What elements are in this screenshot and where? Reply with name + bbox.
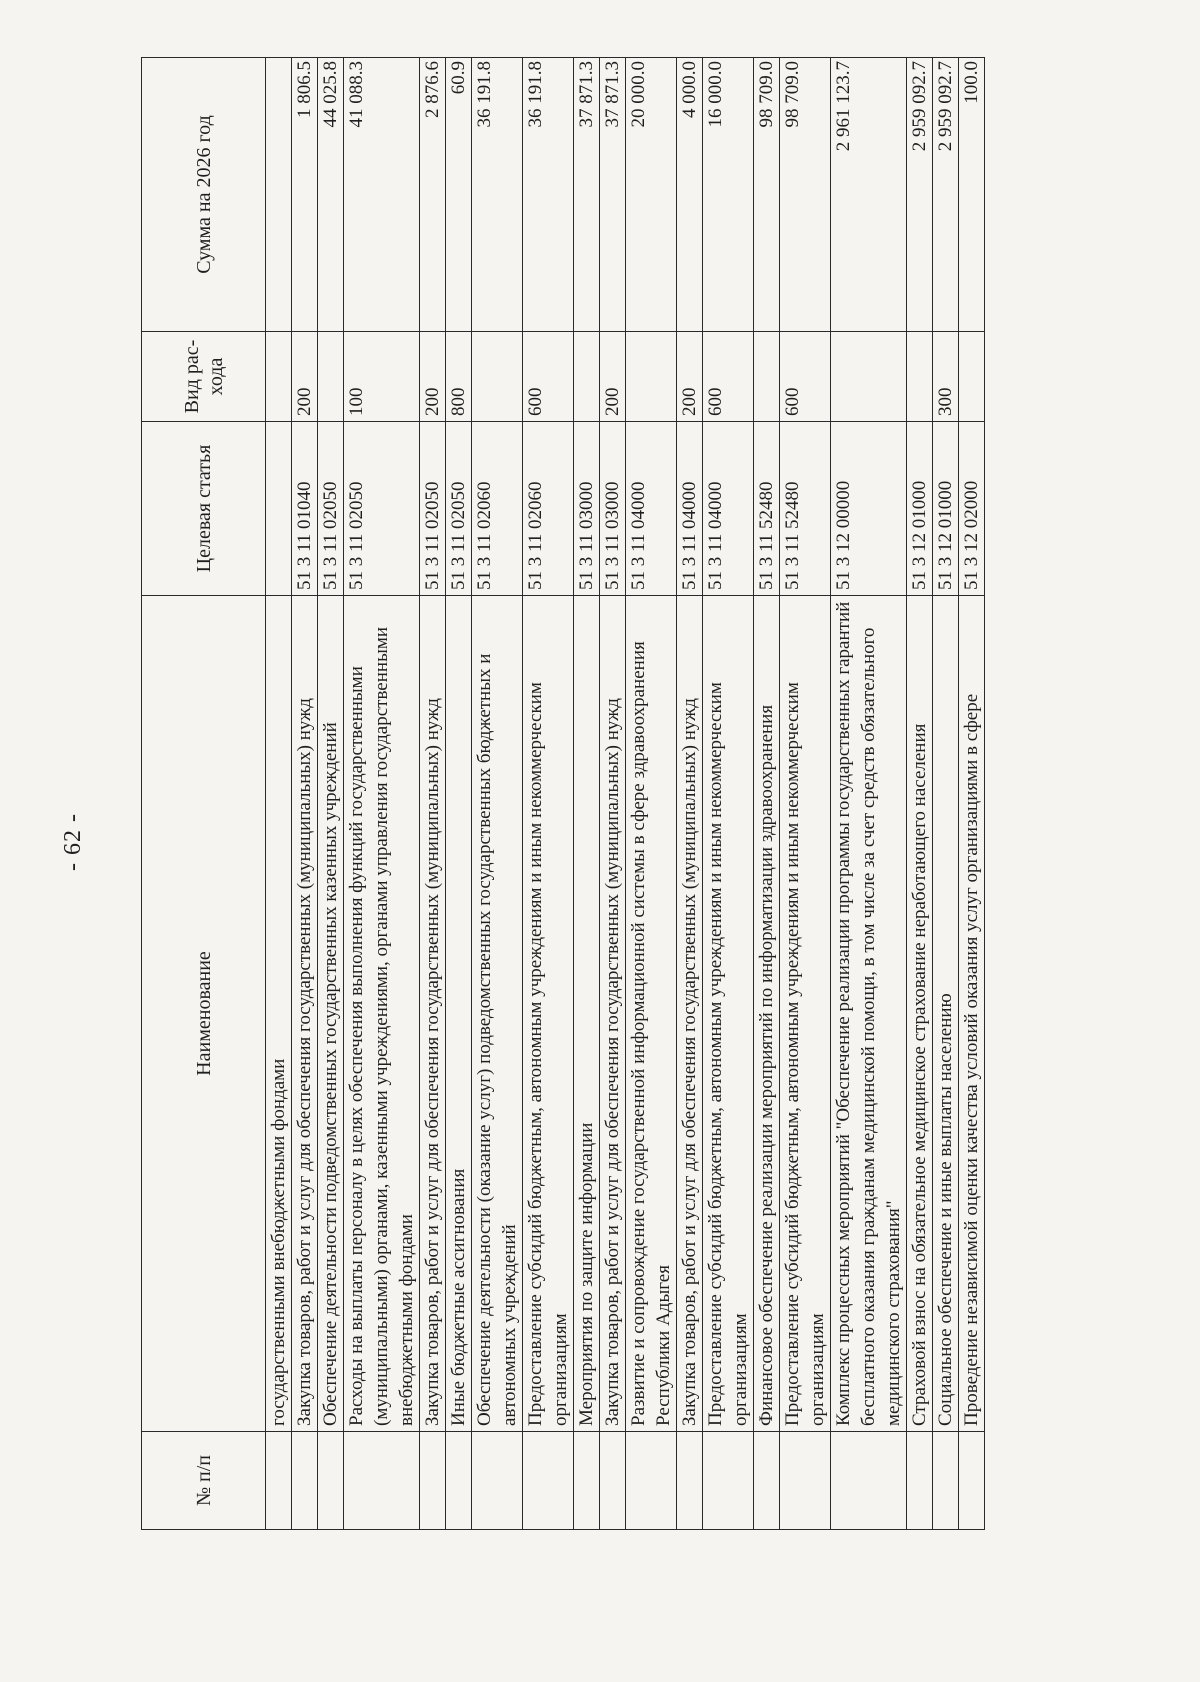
cell-type: 200 bbox=[292, 332, 318, 422]
header-amount: Сумма на 2026 год bbox=[142, 58, 266, 332]
cell-type bbox=[574, 332, 600, 422]
cell-name: Страховой взнос на обязательное медицинское страхование неработающего населения bbox=[907, 596, 933, 1432]
cell-name: Иные бюджетные ассигнования bbox=[446, 596, 472, 1432]
table-row bbox=[626, 58, 677, 1530]
cell-num bbox=[446, 1432, 472, 1530]
table-header-row bbox=[142, 58, 266, 1530]
page-number: - 62 - bbox=[60, 813, 86, 871]
table-row bbox=[933, 58, 959, 1530]
cell-code: 51 3 11 03000 bbox=[600, 422, 626, 596]
cell-type: 300 bbox=[933, 332, 959, 422]
cell-type bbox=[907, 332, 933, 422]
cell-num bbox=[600, 1432, 626, 1530]
cell-amount bbox=[266, 58, 292, 332]
cell-num bbox=[420, 1432, 446, 1530]
cell-code: 51 3 11 02050 bbox=[420, 422, 446, 596]
table-row bbox=[446, 58, 472, 1530]
table-row bbox=[266, 58, 292, 1530]
table-body bbox=[266, 58, 985, 1530]
cell-code: 51 3 11 02060 bbox=[472, 422, 523, 596]
table-row bbox=[574, 58, 600, 1530]
cell-amount: 37 871.3 bbox=[600, 58, 626, 332]
table-row bbox=[780, 58, 831, 1530]
header-num: № п/п bbox=[142, 1432, 266, 1530]
cell-type bbox=[266, 332, 292, 422]
table-row bbox=[420, 58, 446, 1530]
cell-code: 51 3 12 02000 bbox=[959, 422, 985, 596]
cell-type: 200 bbox=[600, 332, 626, 422]
cell-name: Проведение независимой оценки качества условий оказания услуг организациями в сфере bbox=[959, 596, 985, 1432]
cell-amount: 100.0 bbox=[959, 58, 985, 332]
table-row bbox=[831, 58, 907, 1530]
cell-amount: 16 000.0 bbox=[703, 58, 754, 332]
cell-type: 600 bbox=[780, 332, 831, 422]
cell-name: Предоставление субсидий бюджетным, автономным учреждениям и иным некоммерческим организациям bbox=[780, 596, 831, 1432]
cell-num bbox=[266, 1432, 292, 1530]
cell-name: Закупка товаров, работ и услуг для обеспечения государственных (муниципальных) нужд bbox=[292, 596, 318, 1432]
cell-amount: 4 000.0 bbox=[677, 58, 703, 332]
cell-amount: 36 191.8 bbox=[523, 58, 574, 332]
cell-code: 51 3 12 01000 bbox=[907, 422, 933, 596]
cell-code: 51 3 12 01000 bbox=[933, 422, 959, 596]
cell-name: Обеспечение деятельности (оказание услуг) подведомственных государственных бюджетных и автономных учреждений bbox=[472, 596, 523, 1432]
cell-type bbox=[959, 332, 985, 422]
cell-amount: 98 709.0 bbox=[754, 58, 780, 332]
cell-type: 800 bbox=[446, 332, 472, 422]
header-code: Целевая статья bbox=[142, 422, 266, 596]
cell-name: Развитие и сопровождение государственной информационной системы в сфере здравоохранения Республики Адыгея bbox=[626, 596, 677, 1432]
cell-amount: 2 876.6 bbox=[420, 58, 446, 332]
cell-type: 100 bbox=[344, 332, 420, 422]
cell-type bbox=[318, 332, 344, 422]
cell-num bbox=[472, 1432, 523, 1530]
cell-name: Комплекс процессных мероприятий "Обеспечение реализации программы государственных гарантий бесплатного оказания гражданам медицинской помощи, в том числе за счет средств обязательного медицинского страхования" bbox=[831, 596, 907, 1432]
table-row bbox=[523, 58, 574, 1530]
cell-num bbox=[907, 1432, 933, 1530]
table-row bbox=[703, 58, 754, 1530]
cell-amount: 2 959 092.7 bbox=[933, 58, 959, 332]
cell-code: 51 3 11 02050 bbox=[344, 422, 420, 596]
table-row bbox=[907, 58, 933, 1530]
cell-code: 51 3 11 03000 bbox=[574, 422, 600, 596]
cell-amount: 2 961 123.7 bbox=[831, 58, 907, 332]
cell-name: Закупка товаров, работ и услуг для обеспечения государственных (муниципальных) нужд bbox=[420, 596, 446, 1432]
cell-type: 200 bbox=[677, 332, 703, 422]
cell-num bbox=[574, 1432, 600, 1530]
cell-amount: 98 709.0 bbox=[780, 58, 831, 332]
cell-amount: 36 191.8 bbox=[472, 58, 523, 332]
cell-code: 51 3 11 52480 bbox=[780, 422, 831, 596]
cell-num bbox=[344, 1432, 420, 1530]
table-row bbox=[959, 58, 985, 1530]
cell-num bbox=[959, 1432, 985, 1530]
cell-code: 51 3 11 52480 bbox=[754, 422, 780, 596]
budget-table bbox=[141, 57, 985, 1530]
cell-name: Расходы на выплаты персоналу в целях обеспечения выполнения функций государственными (муниципальными) органами, казенными учреждениями, органами управления государственными внебюджетными фондами bbox=[344, 596, 420, 1432]
cell-amount: 44 025.8 bbox=[318, 58, 344, 332]
cell-name: Закупка товаров, работ и услуг для обеспечения государственных (муниципальных) нужд bbox=[677, 596, 703, 1432]
cell-code: 51 3 11 04000 bbox=[626, 422, 677, 596]
cell-type bbox=[472, 332, 523, 422]
cell-name: Обеспечение деятельности подведомственных государственных казенных учреждений bbox=[318, 596, 344, 1432]
cell-name: государственными внебюджетными фондами bbox=[266, 596, 292, 1432]
table-row bbox=[472, 58, 523, 1530]
table-row bbox=[677, 58, 703, 1530]
cell-num bbox=[933, 1432, 959, 1530]
cell-code: 51 3 11 04000 bbox=[703, 422, 754, 596]
cell-code: 51 3 11 01040 bbox=[292, 422, 318, 596]
cell-name: Социальное обеспечение и иные выплаты населению bbox=[933, 596, 959, 1432]
cell-num bbox=[626, 1432, 677, 1530]
cell-num bbox=[831, 1432, 907, 1530]
cell-type: 600 bbox=[703, 332, 754, 422]
cell-amount: 2 959 092.7 bbox=[907, 58, 933, 332]
cell-code: 51 3 11 02050 bbox=[446, 422, 472, 596]
cell-num bbox=[703, 1432, 754, 1530]
table-row bbox=[318, 58, 344, 1530]
cell-type bbox=[831, 332, 907, 422]
cell-amount: 20 000.0 bbox=[626, 58, 677, 332]
cell-amount: 41 088.3 bbox=[344, 58, 420, 332]
cell-num bbox=[292, 1432, 318, 1530]
cell-amount: 37 871.3 bbox=[574, 58, 600, 332]
table-row bbox=[600, 58, 626, 1530]
header-type: Вид рас-хода bbox=[142, 332, 266, 422]
cell-name: Закупка товаров, работ и услуг для обеспечения государственных (муниципальных) нужд bbox=[600, 596, 626, 1432]
cell-name: Предоставление субсидий бюджетным, автономным учреждениям и иным некоммерческим организациям bbox=[523, 596, 574, 1432]
header-name: Наименование bbox=[142, 596, 266, 1432]
cell-name: Финансовое обеспечение реализации мероприятий по информатизации здравоохранения bbox=[754, 596, 780, 1432]
cell-num bbox=[677, 1432, 703, 1530]
cell-num bbox=[780, 1432, 831, 1530]
cell-name: Мероприятия по защите информации bbox=[574, 596, 600, 1432]
cell-type: 600 bbox=[523, 332, 574, 422]
table-row bbox=[754, 58, 780, 1530]
table-row bbox=[292, 58, 318, 1530]
cell-code bbox=[266, 422, 292, 596]
cell-num bbox=[523, 1432, 574, 1530]
cell-type bbox=[626, 332, 677, 422]
cell-type: 200 bbox=[420, 332, 446, 422]
cell-code: 51 3 11 02060 bbox=[523, 422, 574, 596]
table-row bbox=[344, 58, 420, 1530]
cell-amount: 1 806.5 bbox=[292, 58, 318, 332]
cell-num bbox=[318, 1432, 344, 1530]
cell-code: 51 3 11 04000 bbox=[677, 422, 703, 596]
cell-num bbox=[754, 1432, 780, 1530]
cell-type bbox=[754, 332, 780, 422]
cell-code: 51 3 11 02050 bbox=[318, 422, 344, 596]
cell-name: Предоставление субсидий бюджетным, автономным учреждениям и иным некоммерческим организациям bbox=[703, 596, 754, 1432]
cell-amount: 60.9 bbox=[446, 58, 472, 332]
cell-code: 51 3 12 00000 bbox=[831, 422, 907, 596]
